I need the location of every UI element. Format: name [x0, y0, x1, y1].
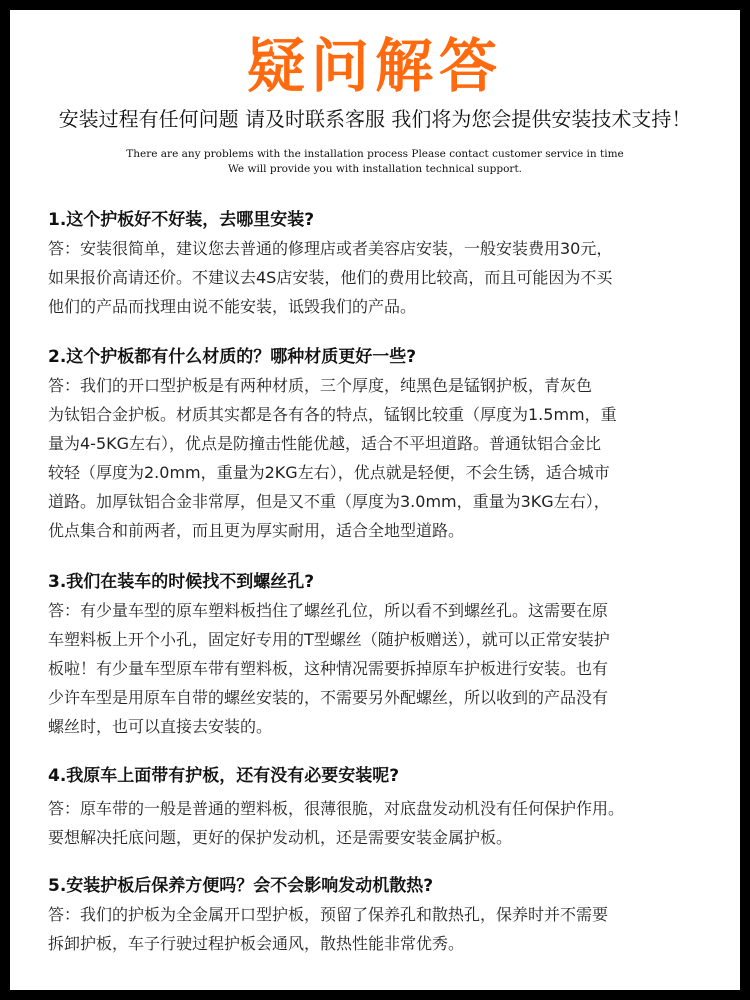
faq-answer-line: 答：我们的护板为全金属开口型护板，预留了保养孔和散热孔，保养时并不需要	[48, 905, 609, 924]
faq-answer-line: 优点集合和前两者，而且更为厚实耐用，适合全地型道路。	[48, 521, 465, 540]
faq-answer-line: 较轻（厚度为2.0mm，重量为2KG左右），优点就是轻便，不会生锈，适合城市	[48, 463, 610, 482]
subtitle-english-line: We will provide you with installation technical support.	[227, 163, 523, 175]
faq-question: 4.我原车上面带有护板，还有没有必要安装呢?	[48, 766, 400, 786]
faq-answer-line: 拆卸护板，车子行驶过程护板会通风，散热性能非常优秀。	[48, 934, 465, 953]
faq-answer-line: 板啦！有少量车型原车带有塑料板，这种情况需要拆掉原车护板进行安装。也有	[48, 659, 609, 678]
faq-question: 1.这个护板好不好装，去哪里安装?	[48, 210, 315, 230]
subtitle-english-line: There are any problems with the installation process Please contact customer service in time	[126, 148, 624, 160]
faq-item-1	[48, 206, 718, 321]
faq-answer-line: 为钛铝合金护板。材质其实都是各有各的特点，锰钢比较重（厚度为1.5mm，重	[48, 405, 617, 424]
faq-answer-line: 少许车型是用原车自带的螺丝安装的，不需要另外配螺丝，所以收到的产品没有	[48, 688, 609, 707]
faq-item-2	[48, 343, 718, 545]
faq-answer-line: 螺丝时，也可以直接去安装的。	[48, 717, 273, 736]
subtitle-english	[10, 147, 740, 177]
faq-question: 3.我们在装车的时候找不到螺丝孔?	[48, 572, 315, 592]
faq-answer-line: 他们的产品而找理由说不能安装，诋毁我们的产品。	[48, 297, 417, 316]
faq-answer-line: 答：原车带的一般是普通的塑料板，很薄很脆，对底盘发动机没有任何保护作用。	[48, 799, 625, 818]
faq-item-3	[48, 568, 718, 741]
faq-answer-line: 要想解决托底问题，更好的保护发动机，还是需要安装金属护板。	[48, 828, 513, 847]
faq-question: 2.这个护板都有什么材质的？哪种材质更好一些?	[48, 347, 417, 367]
faq-answer-line: 量为4-5KG左右），优点是防撞击性能优越，适合不平坦道路。普通钛铝合金比	[48, 434, 602, 453]
subtitle-chinese: 安装过程有任何问题 请及时联系客服 我们将为您会提供安装技术支持！	[58, 107, 692, 131]
faq-item-4	[48, 762, 718, 852]
faq-answer-line: 车塑料板上开个小孔，固定好专用的T型螺丝（随护板赠送），就可以正常安装护	[48, 630, 610, 649]
faq-answer-line: 如果报价高请还价。不建议去4S店安装，他们的费用比较高，而且可能因为不买	[48, 268, 613, 287]
faq-answer-line: 答：我们的开口型护板是有两种材质，三个厚度，纯黑色是锰钢护板，青灰色	[48, 376, 593, 395]
content-panel	[10, 10, 740, 990]
faq-answer-line: 答：有少量车型的原车塑料板挡住了螺丝孔位，所以看不到螺丝孔。这需要在原	[48, 601, 609, 620]
page-title: 疑问解答	[246, 32, 503, 100]
faq-question: 5.安装护板后保养方便吗？会不会影响发动机散热?	[48, 876, 434, 896]
faq-answer-line: 道路。加厚钛铝合金非常厚，但是又不重（厚度为3.0mm，重量为3KG左右），	[48, 492, 610, 511]
faq-item-5	[48, 872, 718, 958]
faq-answer-line: 答：安装很简单，建议您去普通的修理店或者美容店安装，一般安装费用30元，	[48, 239, 613, 258]
